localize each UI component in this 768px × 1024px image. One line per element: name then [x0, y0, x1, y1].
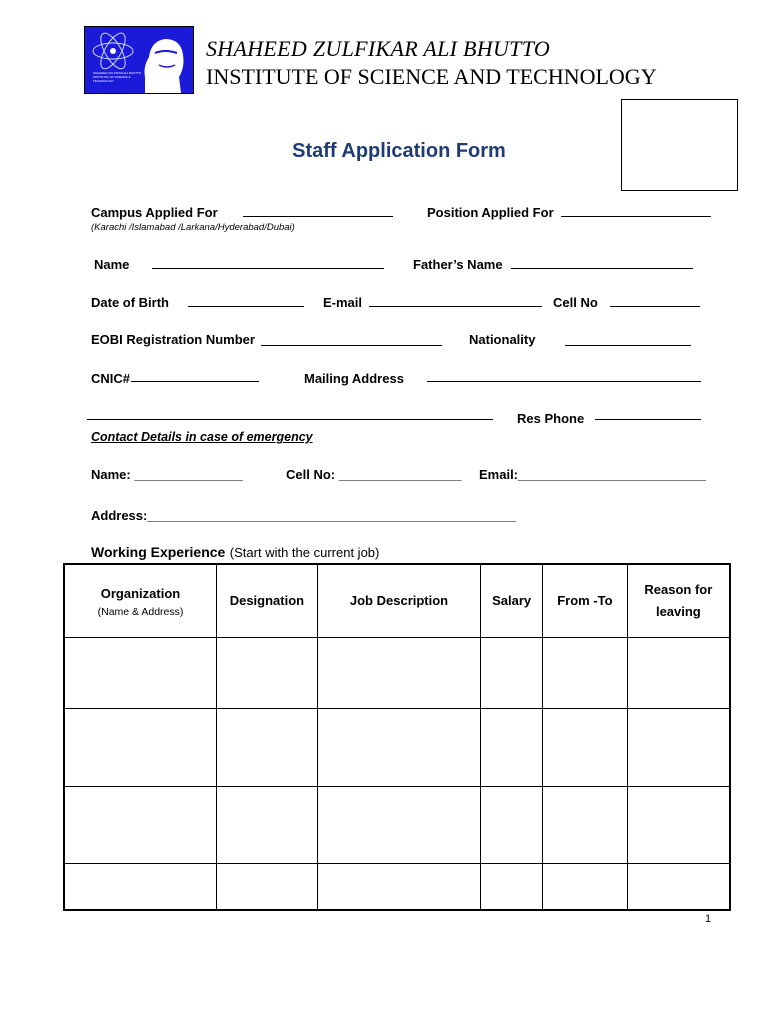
institute-logo — [84, 26, 194, 94]
mailing-address-field[interactable] — [427, 381, 701, 382]
table-cell[interactable] — [627, 787, 730, 864]
res-phone-field[interactable] — [595, 419, 701, 420]
mailing-address-field-line2[interactable] — [87, 419, 493, 420]
emergency-email-field[interactable]: Email:__________________________ — [479, 467, 706, 482]
experience-heading — [91, 544, 379, 562]
table-row — [64, 787, 730, 864]
res-phone-label: Res Phone — [517, 411, 585, 426]
eobi-field[interactable] — [261, 345, 442, 346]
table-cell[interactable] — [317, 638, 480, 709]
name-field[interactable] — [152, 268, 384, 269]
campus-field[interactable] — [243, 216, 393, 217]
col-salary: Salary — [481, 564, 543, 638]
table-cell[interactable] — [64, 864, 217, 910]
experience-table — [63, 563, 731, 911]
cnic-field[interactable] — [131, 381, 259, 382]
campus-label: Campus Applied For — [91, 205, 218, 220]
col-organization — [64, 564, 217, 638]
father-name-field[interactable] — [511, 268, 693, 269]
dob-field[interactable] — [188, 306, 304, 307]
table-cell[interactable] — [317, 787, 480, 864]
table-cell[interactable] — [543, 638, 628, 709]
eobi-label: EOBI Registration Number — [91, 332, 255, 347]
campus-hint: (Karachi /Islamabad /Larkana/Hyderabad/Dubai) — [91, 222, 295, 233]
cnic-label: CNIC# — [91, 371, 131, 386]
position-field[interactable] — [561, 216, 711, 217]
table-cell[interactable] — [217, 638, 318, 709]
institute-name-line1: SHAHEED ZULFIKAR ALI BHUTTO — [206, 36, 551, 61]
nationality-label: Nationality — [469, 332, 536, 347]
table-cell[interactable] — [481, 864, 543, 910]
table-cell[interactable] — [543, 709, 628, 787]
table-header-row — [64, 564, 730, 638]
table-cell[interactable] — [481, 709, 543, 787]
logo-text: SHAHEED ZULFIKAR ALI BHUTTO INSTITUTE OF SCIENCE & TECHNOLOGY — [93, 71, 142, 83]
dob-label: Date of Birth — [91, 295, 169, 310]
form-title: Staff Application Form — [292, 140, 506, 162]
cell-field[interactable] — [610, 306, 700, 307]
emergency-address-field[interactable]: Address:___________________________________________________ — [91, 508, 517, 523]
table-row — [64, 709, 730, 787]
emergency-cell-field[interactable]: Cell No: _________________ — [286, 467, 462, 482]
table-cell[interactable] — [543, 864, 628, 910]
col-reason: Reason for leaving — [627, 564, 730, 638]
emergency-name-field[interactable]: Name: _______________ — [91, 467, 243, 482]
nationality-field[interactable] — [565, 345, 691, 346]
cell-label: Cell No — [553, 295, 598, 310]
col-from-to: From -To — [543, 564, 628, 638]
table-cell[interactable] — [64, 638, 217, 709]
email-label: E-mail — [323, 295, 363, 310]
table-cell[interactable] — [481, 638, 543, 709]
col-designation: Designation — [217, 564, 318, 638]
table-row — [64, 864, 730, 910]
experience-title: Working Experience — [91, 544, 226, 560]
experience-subtitle: (Start with the current job) — [229, 545, 380, 560]
col-organization-label: Organization — [100, 586, 181, 601]
name-label: Name — [94, 257, 130, 272]
table-cell[interactable] — [217, 864, 318, 910]
institute-name-line2: INSTITUTE OF SCIENCE AND TECHNOLOGY — [206, 64, 657, 89]
col-job-description: Job Description — [317, 564, 480, 638]
table-cell[interactable] — [627, 709, 730, 787]
col-organization-sub: (Name & Address) — [97, 606, 184, 618]
logo-emblem-icon — [85, 27, 193, 93]
father-name-label: Father’s Name — [413, 257, 503, 272]
table-cell[interactable] — [317, 864, 480, 910]
table-cell[interactable] — [543, 787, 628, 864]
table-cell[interactable] — [627, 864, 730, 910]
table-cell[interactable] — [64, 709, 217, 787]
position-label: Position Applied For — [427, 205, 554, 220]
table-cell[interactable] — [217, 787, 318, 864]
table-cell[interactable] — [64, 787, 217, 864]
page-number: 1 — [705, 913, 712, 925]
mailing-address-label: Mailing Address — [304, 371, 404, 386]
email-field[interactable] — [369, 306, 542, 307]
emergency-heading: Contact Details in case of emergency — [91, 430, 313, 444]
table-cell[interactable] — [317, 709, 480, 787]
table-cell[interactable] — [217, 709, 318, 787]
table-row — [64, 638, 730, 709]
table-cell[interactable] — [627, 638, 730, 709]
table-cell[interactable] — [481, 787, 543, 864]
